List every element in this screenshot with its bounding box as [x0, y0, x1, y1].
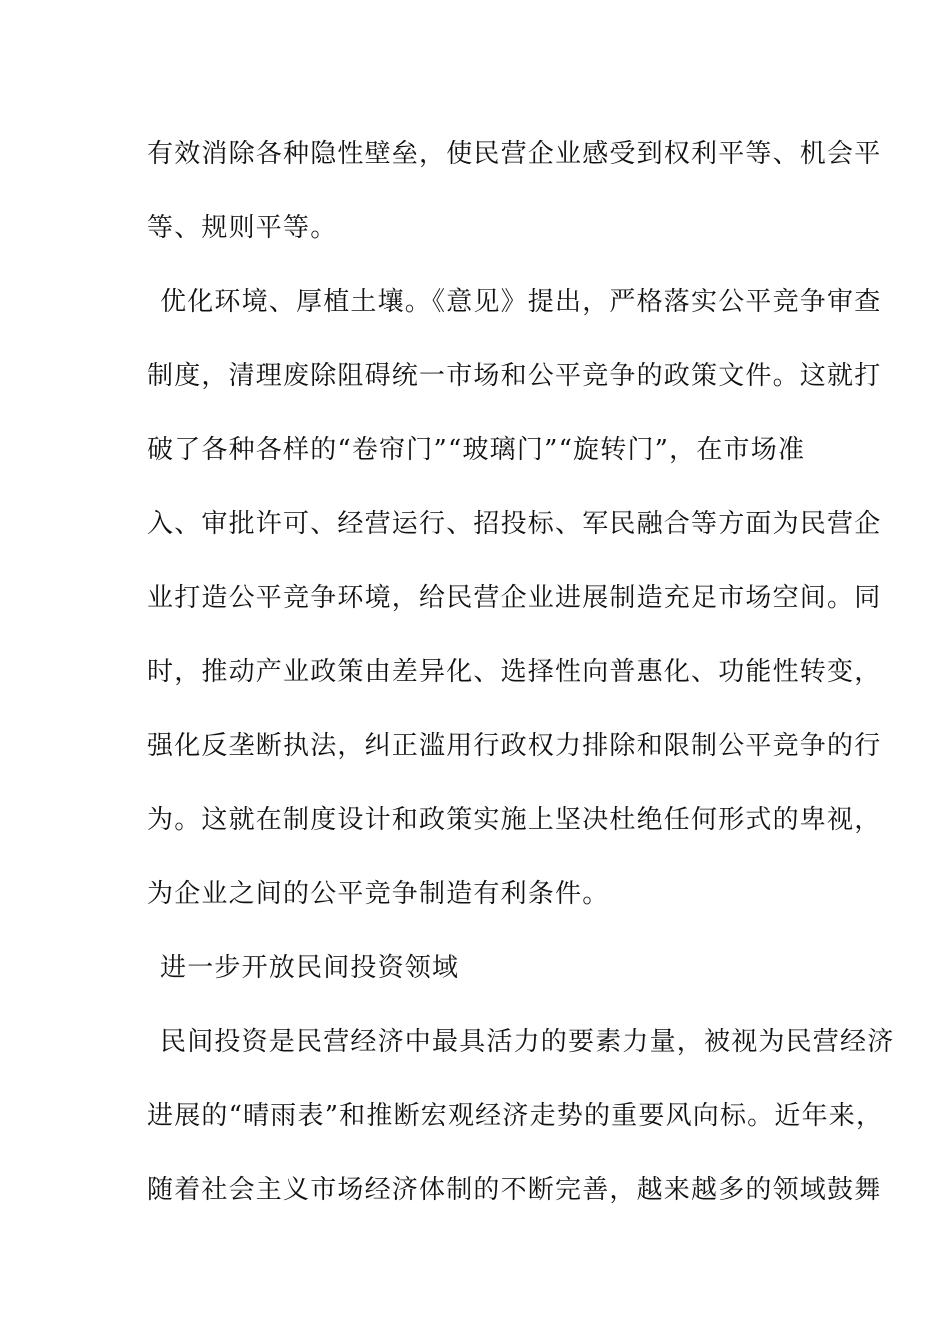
text-line: 入、审批许可、经营运行、招投标、军民融合等方面为民营企 — [147, 509, 882, 539]
text-line: 有效消除各种隐性壁垒，使民营企业感受到权利平等、机会平 — [147, 139, 882, 169]
text-line: 业打造公平竞争环境，给民营企业进展制造充足市场空间。同 — [147, 583, 882, 613]
paragraph-start-line: 民间投资是民营经济中最具活力的要素力量，被视为民营经济 — [160, 1027, 895, 1057]
text-line: 时，推动产业政策由差异化、选择性向普惠化、功能性转变， — [147, 657, 882, 687]
text-line: 破了各种各样的“卷帘门”“玻璃门”“旋转门”，在市场准 — [147, 435, 806, 465]
section-heading: 进一步开放民间投资领域 — [160, 953, 460, 983]
text-line: 制度，清理废除阻碍统一市场和公平竞争的政策文件。这就打 — [147, 361, 882, 391]
text-line: 为企业之间的公平竞争制造有利条件。 — [147, 879, 610, 909]
paragraph-start-line: 优化环境、厚植土壤。《意见》提出，严格落实公平竞争审查 — [160, 287, 882, 317]
text-line: 为。这就在制度设计和政策实施上坚决杜绝任何形式的卑视， — [147, 805, 882, 835]
text-line: 等、规则平等。 — [147, 213, 338, 243]
text-line: 进展的“晴雨表”和推断宏观经济走势的重要风向标。近年来， — [147, 1101, 884, 1131]
text-line: 强化反垄断执法，纠正滥用行政权力排除和限制公平竞争的行 — [147, 731, 882, 761]
text-line: 随着社会主义市场经济体制的不断完善，越来越多的领域鼓舞 — [147, 1175, 882, 1205]
